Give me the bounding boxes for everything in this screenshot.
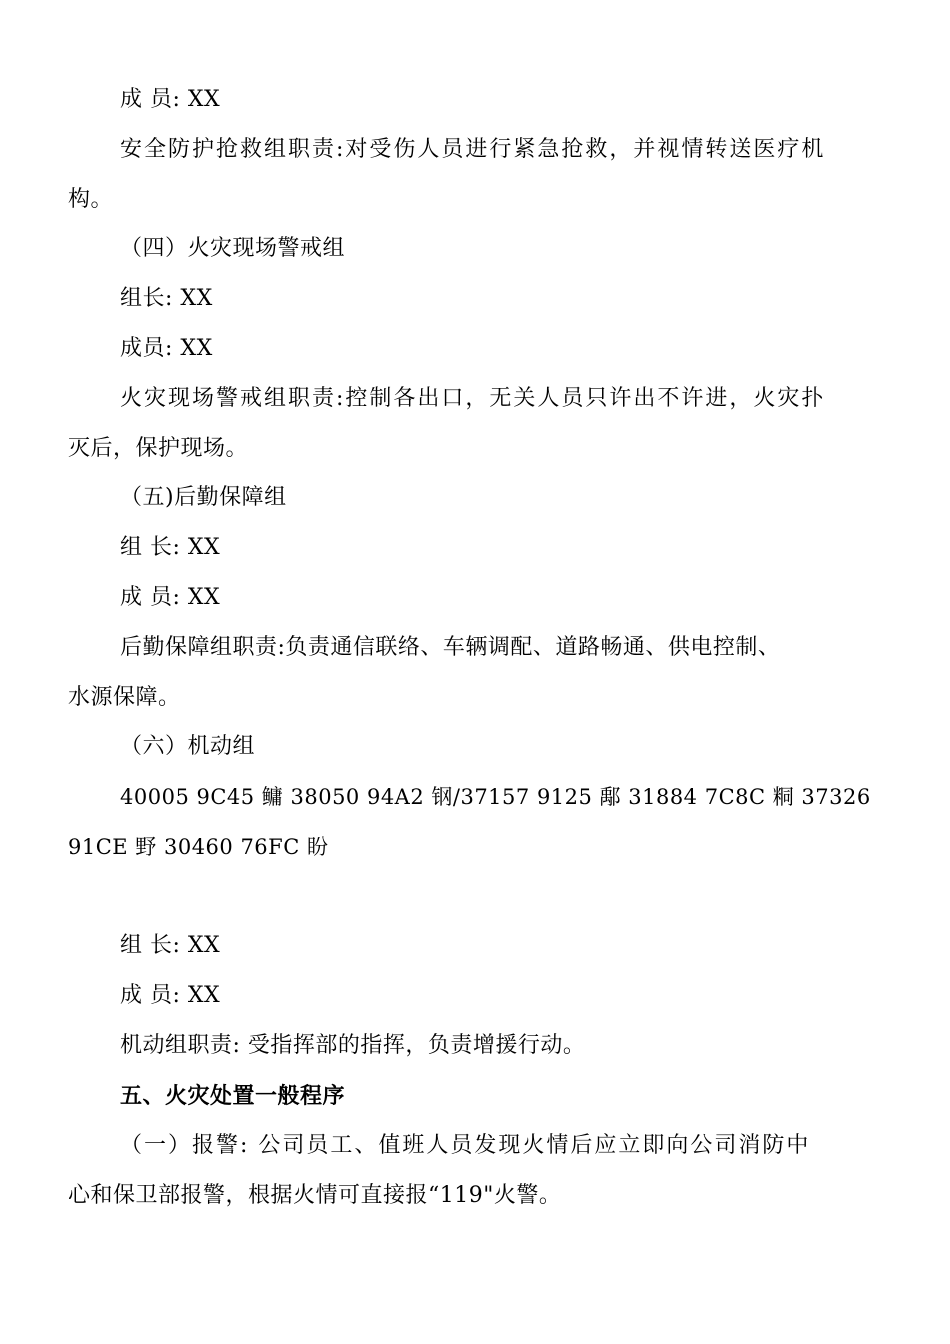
member-line-guard: 成员: XX <box>120 336 213 361</box>
guard-group-duty: 火灾现场警戒组职责:控制各出口，无关人员只许出不许进，火灾扑 <box>120 386 826 411</box>
mobile-group-duty: 机动组职责: 受指挥部的指挥，负责增援行动。 <box>120 1033 586 1058</box>
leader-line-logistics: 组 长: XX <box>120 535 221 560</box>
garbled-code-line-cont: 91CE 野 30460 76FC 盼 <box>68 835 329 859</box>
rescue-group-duty: 安全防护抢救组职责:对受伤人员进行紧急抢救，并视情转送医疗机 <box>120 137 826 162</box>
member-line-rescue: 成 员: XX <box>120 87 221 112</box>
rescue-group-duty-cont: 构。 <box>68 187 114 212</box>
heading-mobile-group: （六）机动组 <box>120 734 256 759</box>
logistics-group-duty-cont: 水源保障。 <box>68 685 181 710</box>
heading-logistics-group: （五)后勤保障组 <box>120 485 287 510</box>
section-heading-fire-procedure: 五、火灾处置一般程序 <box>120 1083 346 1109</box>
leader-line-mobile: 组 长: XX <box>120 933 221 958</box>
logistics-group-duty: 后勤保障组职责:负责通信联络、车辆调配、道路畅通、供电控制、 <box>120 635 781 660</box>
guard-group-duty-cont: 灭后，保护现场。 <box>68 436 249 461</box>
leader-line-guard: 组长: XX <box>120 286 213 311</box>
member-line-logistics: 成 员: XX <box>120 585 221 610</box>
member-line-mobile: 成 员: XX <box>120 983 221 1008</box>
heading-guard-group: （四）火灾现场警戒组 <box>120 236 346 261</box>
garbled-code-line: 40005 9C45 鳙 38050 94A2 钢/37157 9125 鄅 31884 7C8C 粡 37326 <box>120 785 871 809</box>
alarm-procedure-cont: 心和保卫部报警，根据火情可直接报“119"火警。 <box>68 1183 562 1208</box>
alarm-procedure: （一）报警: 公司员工、值班人员发现火情后应立即向公司消防中 <box>120 1133 811 1158</box>
